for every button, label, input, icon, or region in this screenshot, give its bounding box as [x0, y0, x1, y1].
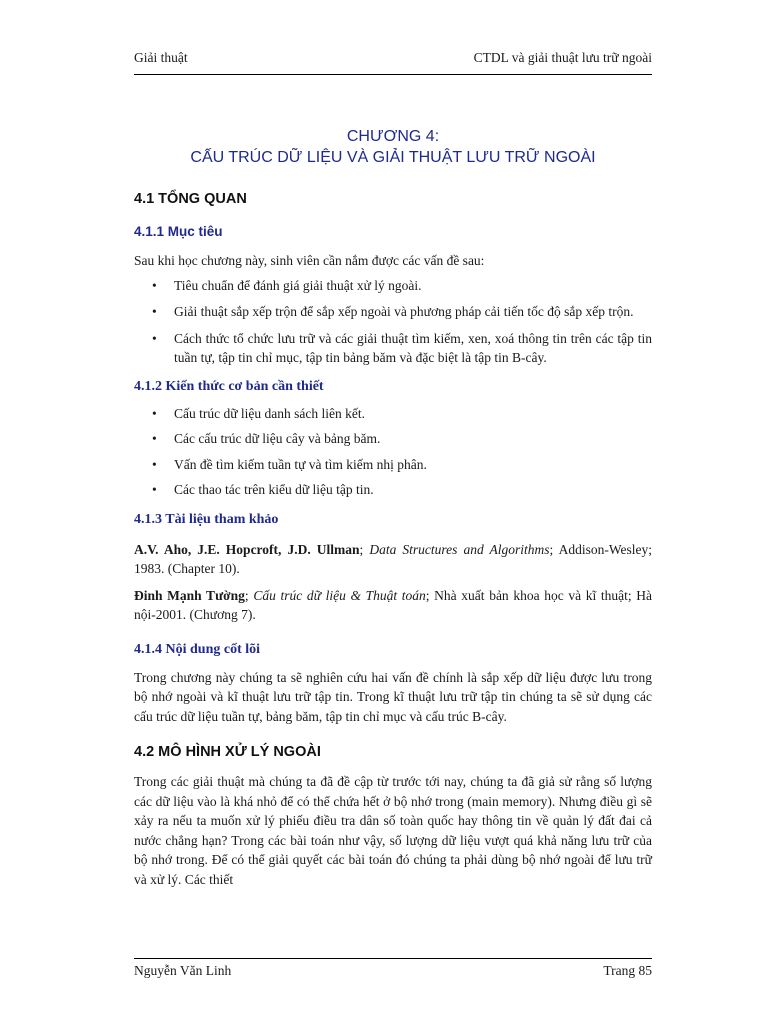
header-rule — [134, 74, 652, 75]
list-item: • Các cấu trúc dữ liệu cây và bảng băm. — [134, 429, 652, 449]
section-4-1-2-heading: 4.1.2 Kiến thức cơ bản cần thiết — [134, 378, 324, 394]
footer-author: Nguyễn Văn Linh — [134, 963, 232, 978]
chapter-number: CHƯƠNG 4: — [346, 128, 440, 145]
header-left: Giải thuật — [134, 50, 188, 65]
reference-publisher: ; Nhà xuất bản khoa học và kĩ thuật; Hà nội-2001. (Chương 7). — [134, 587, 652, 622]
list-item: • Các thao tác trên kiểu dữ liệu tập tin. — [134, 480, 652, 500]
header-right: CTDL và giải thuật lưu trữ ngoài — [473, 50, 652, 65]
section-4-1-heading: 4.1 TỔNG QUAN — [134, 191, 247, 207]
list-item: • Cấu trúc dữ liệu danh sách liên kết. — [134, 404, 652, 424]
section-4-1-4-heading: 4.1.4 Nội dung cốt lõi — [134, 641, 261, 657]
external-model-paragraph: Trong các giải thuật mà chúng ta đã đề cập từ trước tới nay, chúng ta đã giả sử rằng số lượng các dữ liệu vào là khá nhỏ để có thể chứa hết ở bộ nhớ trong (main memory). Nhưng điều gì sẽ xảy ra nếu ta muốn xử lý phiếu điều tra dân số toàn quốc hay thông tin về quản lý đất đai cả nước chẳng hạn? Trong các bài toán như vậy, số lượng dữ liệu vượt quá khả năng lưu trữ của bộ nhớ trong. Để có thể giải quyết các bài toán đó chúng ta phải dùng bộ nhớ ngoài để lưu trữ và xử lý. Các thiết — [134, 774, 652, 887]
reference-2 — [134, 586, 652, 625]
list-item: • Giải thuật sắp xếp trộn để sắp xếp ngoài và phương pháp cải tiến tốc độ sắp xếp trộn. — [134, 302, 652, 322]
page-body — [134, 126, 652, 889]
reference-separator: ; — [359, 541, 370, 557]
list-item: • Vấn đề tìm kiếm tuần tự và tìm kiếm nhị phân. — [134, 455, 652, 475]
reference-title: Data Structures and Algorithms — [369, 541, 550, 557]
reference-title: Cấu trúc dữ liệu & Thuật toán — [253, 587, 426, 603]
chapter-title: CẤU TRÚC DỮ LIỆU VÀ GIẢI THUẬT LƯU TRỮ NGOÀI — [190, 149, 596, 166]
page-header — [134, 50, 652, 72]
section-4-2-heading: 4.2 MÔ HÌNH XỬ LÝ NGOÀI — [134, 744, 321, 760]
footer-rule — [134, 958, 652, 959]
reference-separator: ; — [244, 587, 254, 603]
page-footer — [134, 963, 652, 979]
reference-publisher: ; Addison-Wesley; 1983. (Chapter 10). — [134, 541, 652, 576]
page-number: Trang 85 — [603, 963, 652, 978]
section-4-1-1-heading: 4.1.1 Mục tiêu — [134, 224, 223, 239]
objectives-intro: Sau khi học chương này, sinh viên cần nắm được các vấn đề sau: — [134, 253, 485, 268]
prerequisites-list — [134, 404, 652, 500]
reference-1 — [134, 540, 652, 579]
reference-authors: A.V. Aho, J.E. Hopcroft, J.D. Ullman — [134, 541, 360, 557]
core-content-paragraph: Trong chương này chúng ta sẽ nghiên cứu hai vấn đề chính là sắp xếp dữ liệu được lưu trong bộ nhớ ngoài và kĩ thuật lưu trữ tập tin. Trong kĩ thuật lưu trữ tập tin chúng ta sẽ sử dụng các cấu trúc dữ liệu tuần tự, bảng băm, tập tin chỉ mục và cấu trúc B-cây. — [134, 669, 652, 724]
reference-authors: Đinh Mạnh Tường — [134, 587, 245, 603]
section-4-1-3-heading: 4.1.3 Tài liệu tham khảo — [134, 511, 279, 527]
list-item: • Tiêu chuẩn để đánh giá giải thuật xử lý ngoài. — [134, 276, 652, 296]
objectives-list — [134, 276, 652, 368]
list-item: • Cách thức tổ chức lưu trữ và các giải thuật tìm kiếm, xen, xoá thông tin trên các tập tin tuần tự, tập tin chỉ mục, tập tin bảng băm và đặc biệt là tập tin B-cây. — [134, 329, 652, 368]
